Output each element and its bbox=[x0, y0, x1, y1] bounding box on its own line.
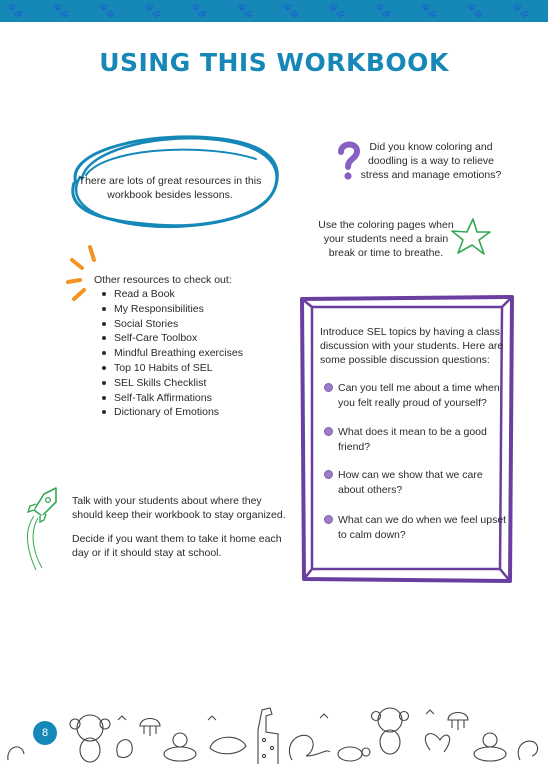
paw-print-icon: 🐾 bbox=[236, 2, 254, 18]
animal-doodles bbox=[0, 690, 548, 764]
paw-print-icon: 🐾 bbox=[6, 2, 24, 18]
intro-line: some possible discussion questions: bbox=[320, 354, 490, 366]
question-line: Can you tell me about a time when bbox=[338, 382, 500, 394]
resources-list bbox=[96, 287, 314, 420]
question-line: you felt really proud of yourself? bbox=[338, 396, 487, 409]
note-line: doodling is a way to relieve bbox=[367, 155, 495, 167]
list-item: SEL Skills Checklist bbox=[114, 376, 314, 391]
question-line: What does it mean to be a good bbox=[338, 426, 487, 438]
note-line: Did you know coloring and bbox=[369, 141, 493, 153]
paw-print-icon: 🐾 bbox=[328, 2, 346, 18]
did-you-know-note bbox=[356, 140, 506, 182]
discussion-question bbox=[324, 381, 518, 410]
note-line: break or time to breathe. bbox=[328, 247, 444, 259]
bullet-dot-icon bbox=[324, 383, 333, 392]
list-item: Read a Book bbox=[114, 287, 314, 302]
bullet-dot-icon bbox=[324, 427, 333, 436]
intro-line: Introduce SEL topics by having a class bbox=[320, 326, 500, 338]
note-line: stress and manage emotions? bbox=[360, 169, 502, 181]
discussion-intro bbox=[320, 325, 510, 367]
paw-print-icon: 🐾 bbox=[52, 2, 70, 18]
workbook-tips bbox=[72, 494, 302, 560]
paw-print-icon: 🐾 bbox=[282, 2, 300, 18]
star-icon bbox=[450, 216, 492, 258]
resources-note bbox=[70, 174, 270, 202]
intro-line: discussion with your students. Here are bbox=[320, 340, 504, 352]
paw-print-icon: 🐾 bbox=[98, 2, 116, 18]
discussion-question bbox=[324, 513, 518, 542]
paw-print-icon: 🐾 bbox=[144, 2, 162, 18]
resources-note-line: There are lots of great resources in this bbox=[78, 175, 262, 187]
list-item: Top 10 Habits of SEL bbox=[114, 361, 314, 376]
paw-print-icon: 🐾 bbox=[512, 2, 530, 18]
list-item: Mindful Breathing exercises bbox=[114, 346, 314, 361]
note-line: Use the coloring pages when bbox=[318, 219, 454, 231]
tip-line: should keep their workbook to stay organized. bbox=[72, 509, 286, 521]
page-title: USING THIS WORKBOOK bbox=[99, 48, 449, 77]
list-item: Social Stories bbox=[114, 317, 314, 332]
paw-print-icon: 🐾 bbox=[190, 2, 208, 18]
list-item: Dictionary of Emotions bbox=[114, 405, 314, 420]
question-line: about others? bbox=[338, 483, 403, 496]
list-item: Self-Talk Affirmations bbox=[114, 391, 314, 406]
list-item: Self-Care Toolbox bbox=[114, 331, 314, 346]
discussion-question bbox=[324, 468, 518, 497]
tip-line: Decide if you want them to take it home each bbox=[72, 533, 282, 545]
tip-line: day or if it should stay at school. bbox=[72, 547, 222, 559]
note-line: your students need a brain bbox=[323, 233, 449, 245]
question-line: to calm down? bbox=[338, 528, 406, 541]
rocket-icon bbox=[22, 484, 66, 574]
other-resources-heading: Other resources to check out: bbox=[94, 274, 232, 286]
bullet-dot-icon bbox=[324, 515, 333, 524]
discussion-question bbox=[324, 425, 518, 454]
question-line: What can we do when we feel upset bbox=[338, 514, 507, 526]
list-item: My Responsibilities bbox=[114, 302, 314, 317]
bullet-dot-icon bbox=[324, 470, 333, 479]
coloring-pages-note bbox=[315, 218, 457, 260]
header-band bbox=[0, 0, 548, 22]
paw-print-icon: 🐾 bbox=[420, 2, 438, 18]
resources-note-line: workbook besides lessons. bbox=[107, 189, 233, 201]
question-line: friend? bbox=[338, 440, 371, 453]
tip-line: Talk with your students about where they bbox=[72, 495, 262, 507]
page-number-badge: 8 bbox=[33, 721, 57, 745]
question-line: How can we show that we care bbox=[338, 469, 483, 481]
paw-print-icon: 🐾 bbox=[466, 2, 484, 18]
paw-print-icon: 🐾 bbox=[374, 2, 392, 18]
